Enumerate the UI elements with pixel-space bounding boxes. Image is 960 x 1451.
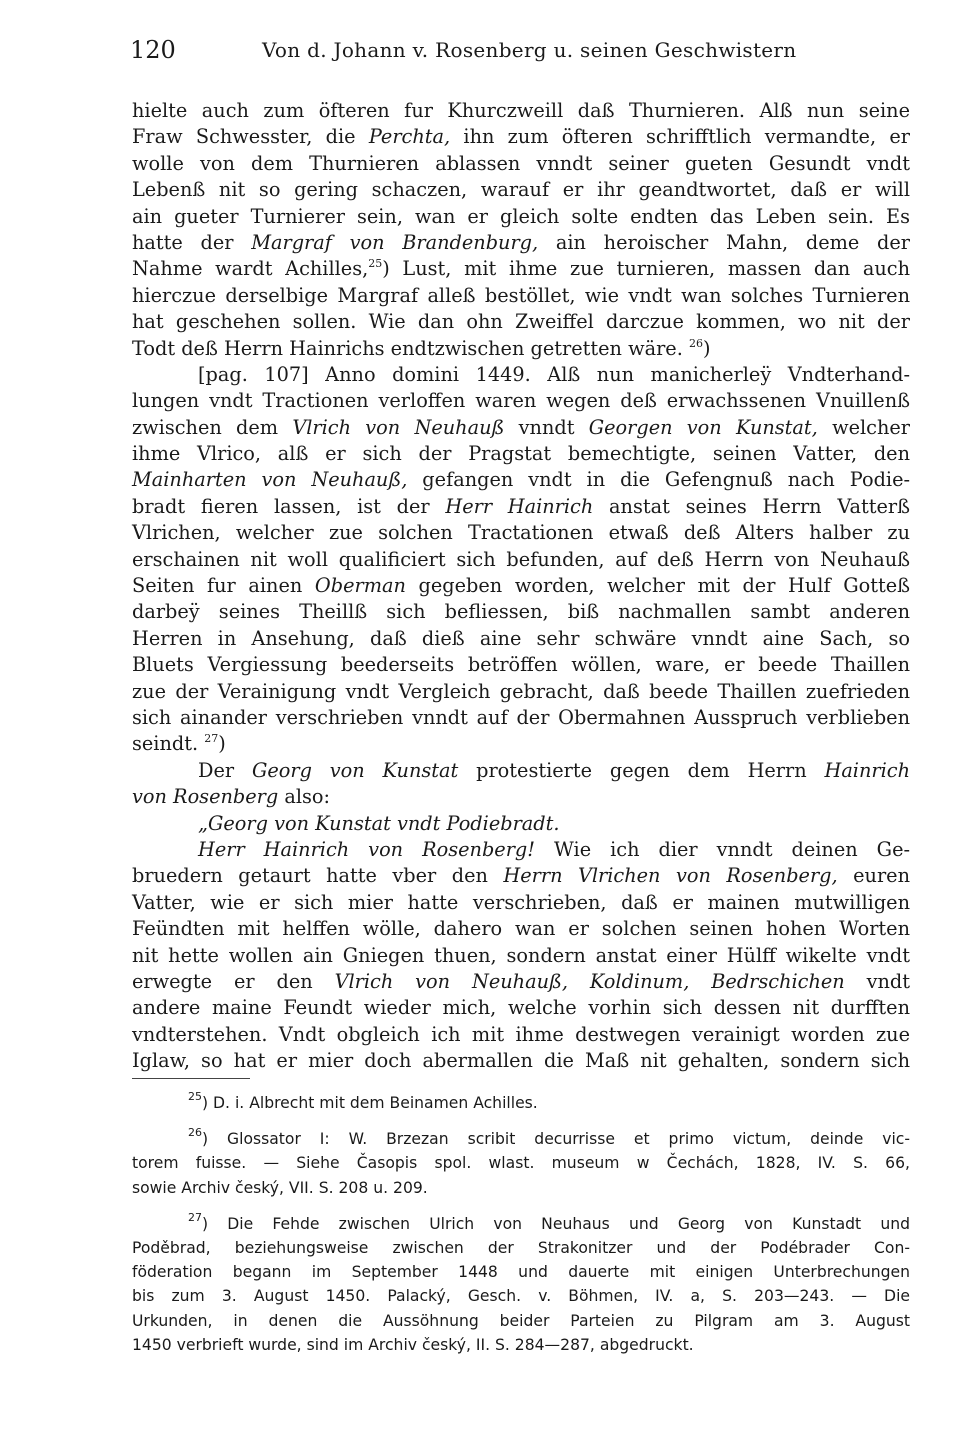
text-line: hierczue derselbige Margraf alleß bestöllet, wie vndt wan solches Turnieren: [132, 283, 910, 307]
text-line: sich ainander verschrieben vnndt auf der Obermahnen Ausspruch verblieben: [132, 705, 910, 729]
text-line: bradt fieren lassen, ist der Herr Hainrich anstat seines Herrn Vatterß: [132, 494, 910, 518]
text-line: Lebenß nit so gering schaczen, warauf er ihr geandtwortet, daß er will: [132, 178, 910, 202]
text-line: Mainharten von Neuhauß, gefangen vndt in die Gefengnuß nach Podie-: [132, 468, 911, 492]
text-line: Vatter, wie er sich mier hatte verschrieben, daß er mainen mutwilligen: [132, 890, 910, 914]
text-line: Vlrichen, welcher zue solchen Tractationen etwaß deß Alters halber zu: [132, 521, 910, 545]
footnote-26: $^{26}$) Glossator I: W. Brzezan scribit decurrisse et primo victum, deinde vic-: [188, 1126, 910, 1149]
text-line: Herren in Ansehung, daß dieß aine sehr schwäre vnndt aine Sach, so: [132, 626, 910, 650]
footnote-27: $^{27}$) Die Fehde zwischen Ulrich von Neuhaus und Georg von Kunstadt und: [188, 1210, 910, 1233]
page-header: [130, 36, 910, 66]
text-line: Fraw Schwesster, die Perchta, ihn zum öfteren schrifftlich vermandte, er: [132, 125, 910, 149]
text-line: lungen vndt Tractionen verloffen waren wegen deß erwachssenen Vnuillenß: [132, 389, 910, 413]
footnotes: [132, 1091, 910, 1357]
footnote-line: Poděbrad, beziehungsweise zwischen der Strakonitzer und der Podébrader Con-: [132, 1238, 910, 1257]
text-line: ain gueter Turnierer sein, wan er gleich solte endten das Leben sein. Es: [132, 204, 910, 228]
text-line: hat geschehen sollen. Wie dan ohn Zweiffel darczue kommen, wo nit der: [132, 310, 910, 334]
footnote-line: föderation begann im September 1448 und dauerte mit einigen Unterbrechungen: [132, 1263, 910, 1282]
footnote-line: bis zum 3. August 1450. Palacký, Gesch. v. Böhmen, IV. a, S. 203—243. — Die: [132, 1287, 910, 1306]
footnote-mark: 25: [188, 1090, 202, 1103]
footnote-ref: 26: [688, 336, 703, 350]
running-head: Von d. Johann v. Rosenberg u. seinen Geschwistern: [262, 38, 797, 62]
text-line: ihme Vlrico, alß er sich der Pragstat bemechtigte, seinen Vatter, den: [132, 442, 910, 466]
text-line: Der Georg von Kunstat protestierte gegen dem Herrn Hainrich: [198, 758, 910, 782]
text-line: darbeÿ seines Theillß sich befliessen, biß nachmallen sambt anderen: [132, 600, 910, 624]
text-line: vndterstehen. Vndt obgleich ich mit ihme destwegen verainigt worden zue: [132, 1022, 910, 1046]
footnote-ref: 27: [204, 732, 219, 746]
footnote-divider: [132, 1078, 250, 1079]
page-number: 120: [130, 36, 176, 64]
text-line: hatte der Margraf von Brandenburg, ain heroischer Mahn, deme der: [132, 230, 910, 254]
text-line: Todt deß Herrn Hainrichs endtzwischen getretten wäre. $^{26}$): [132, 336, 711, 360]
text-line: andere maine Feundt wieder mich, welche vorhin sich dessen nit durfften: [132, 996, 910, 1020]
text-line: Herr Hainrich von Rosenberg! Wie ich dier vnndt deinen Ge-: [198, 837, 910, 861]
text-line: Nahme wardt Achilles,$^{25}$) Lust, mit ihme zue turnieren, massen dan auch: [132, 257, 910, 281]
text-line: zue der Verainigung vndt Vergleich gebracht, daß beede Thaillen zuefrieden: [132, 679, 910, 703]
main-text: [132, 98, 910, 1074]
footnote-line: Urkunden, in denen die Aussöhnung beider Parteien zu Pilgram am 3. August: [132, 1311, 910, 1330]
text-line: zwischen dem Vlrich von Neuhauß vnndt Georgen von Kunstat, welcher: [132, 415, 910, 439]
text-line: wolle von dem Thurnieren ablassen vnndt seiner gueten Gesundt vndt: [132, 151, 910, 175]
text-line: „Georg von Kunstat vndt Podiebradt.: [198, 811, 560, 835]
text-line: hielte auch zum öfteren fur Khurczweill daß Thurnieren. Alß nun seine: [132, 99, 910, 122]
text-line: erschainen nit woll qualificiert sich befunden, auf deß Herrn von Neuhauß: [132, 547, 910, 571]
footnote-line: 1450 verbrieft wurde, sind im Archiv český, II. S. 284—287, abgedruckt.: [132, 1335, 694, 1354]
footnote-mark: 26: [188, 1126, 202, 1140]
text-line: Bluets Vergiessung beederseits betröffen wöllen, ware, er beede Thaillen: [132, 653, 910, 677]
footnote-mark: 27: [188, 1210, 202, 1224]
footnote-line: sowie Archiv český, VII. S. 208 u. 209.: [132, 1178, 428, 1197]
text-line: erwegte er den Vlrich von Neuhauß, Koldinum, Bedrschichen vndt: [132, 969, 911, 993]
text-line: nit hette wollen ain Gniegen thuen, sondern anstat einer Hülff wikelte vndt: [132, 943, 910, 967]
footnote-line: torem fuisse. — Siehe Časopis spol. wlast. museum w Čechách, 1828, IV. S. 66,: [132, 1154, 910, 1173]
text-line: [pag. 107] Anno domini 1449. Alß nun manicherleÿ Vndterhand-: [198, 362, 910, 386]
text-line: Feündten mit helffen wölle, dahero wan er solchen seinen hohen Worten: [132, 917, 910, 941]
text-line: Seiten fur ainen Oberman gegeben worden, welcher mit der Hulf Gotteß: [132, 574, 910, 598]
text-line: von Rosenberg also:: [132, 785, 331, 809]
text-line: Iglaw, so hat er mier doch abermallen die Maß nit gehalten, sondern sich: [132, 1049, 910, 1073]
footnote-25: $^{25}$) D. i. Albrecht mit dem Beinamen Achilles.: [188, 1090, 538, 1112]
footnote-ref: 25: [368, 257, 383, 271]
text-line: bruedern getaurt hatte vber den Herrn Vlrichen von Rosenberg, euren: [132, 864, 911, 888]
text-line: seindt. $^{27}$): [132, 732, 226, 756]
